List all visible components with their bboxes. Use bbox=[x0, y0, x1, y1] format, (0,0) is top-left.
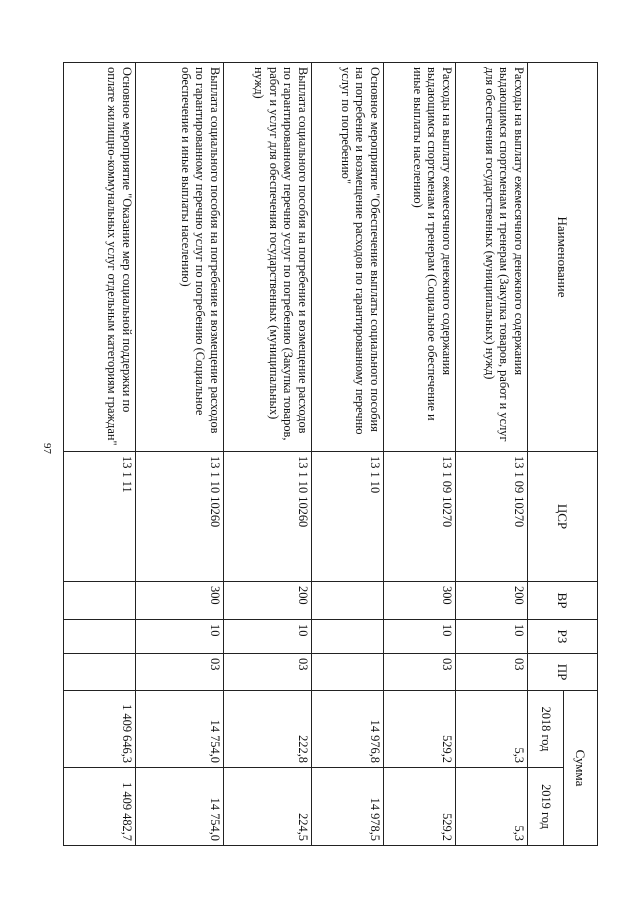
row-2018: 1 409 646,3 bbox=[64, 691, 136, 768]
budget-table bbox=[63, 62, 598, 846]
row-2019: 5,3 bbox=[456, 768, 528, 846]
row-2018: 5,3 bbox=[456, 691, 528, 768]
row-name: Выплата социального пособия на погребение и возмещение расходов по гарантированному перечню услуг по погребению (Социальное обеспечение и иные выплаты населению) bbox=[136, 63, 224, 452]
row-pr: 03 bbox=[384, 654, 456, 691]
row-2019: 1 409 482,7 bbox=[64, 768, 136, 846]
row-csr: 13 1 10 bbox=[312, 452, 384, 582]
row-name: Расходы на выплату ежемесячного денежного содержания выдающимся спортсменам и тренерам (Социальное обеспечение и иные выплаты населению) bbox=[384, 63, 456, 452]
header-vr: ВР bbox=[528, 582, 598, 620]
row-rz: 10 bbox=[136, 620, 224, 654]
row-pr: 03 bbox=[136, 654, 224, 691]
row-2019: 224,5 bbox=[224, 768, 312, 846]
table-row bbox=[64, 63, 136, 846]
page-number: 97 bbox=[41, 443, 53, 454]
row-rz: 10 bbox=[224, 620, 312, 654]
row-csr: 13 1 09 10270 bbox=[456, 452, 528, 582]
row-csr: 13 1 09 10270 bbox=[384, 452, 456, 582]
row-2019: 529,2 bbox=[384, 768, 456, 846]
row-2018: 529,2 bbox=[384, 691, 456, 768]
table-row bbox=[312, 63, 384, 846]
header-rz: РЗ bbox=[528, 620, 598, 654]
row-pr: 03 bbox=[224, 654, 312, 691]
header-2018: 2018 год bbox=[528, 691, 564, 768]
table-header bbox=[528, 63, 598, 846]
row-vr bbox=[64, 582, 136, 620]
header-sum: Сумма bbox=[564, 691, 598, 846]
row-pr: 03 bbox=[456, 654, 528, 691]
table-row bbox=[136, 63, 224, 846]
row-csr: 13 1 10 10260 bbox=[136, 452, 224, 582]
row-2018: 14 976,8 bbox=[312, 691, 384, 768]
header-csr: ЦСР bbox=[528, 452, 598, 582]
row-name: Расходы на выплату ежемесячного денежного содержания выдающимся спортсменам и тренерам (Закупка товаров, работ и услуг для обеспечения государственных (муниципальных) нужд) bbox=[456, 63, 528, 452]
row-2018: 222,8 bbox=[224, 691, 312, 768]
row-rz bbox=[64, 620, 136, 654]
header-pr: ПР bbox=[528, 654, 598, 691]
header-2019: 2019 год bbox=[528, 768, 564, 846]
row-vr bbox=[312, 582, 384, 620]
row-pr bbox=[312, 654, 384, 691]
row-rz: 10 bbox=[384, 620, 456, 654]
table-row bbox=[384, 63, 456, 846]
row-vr: 200 bbox=[224, 582, 312, 620]
budget-table-rotated bbox=[105, 62, 598, 845]
table-row bbox=[224, 63, 312, 846]
row-name: Основное мероприятие "Оказание мер социальной поддержки по оплате жилищно-коммунальных услуг отдельным категориям граждан" bbox=[64, 63, 136, 452]
row-vr: 300 bbox=[384, 582, 456, 620]
row-csr: 13 1 10 10260 bbox=[224, 452, 312, 582]
row-vr: 200 bbox=[456, 582, 528, 620]
table-row bbox=[456, 63, 528, 846]
row-2019: 14 754,0 bbox=[136, 768, 224, 846]
row-2019: 14 978,5 bbox=[312, 768, 384, 846]
row-rz: 10 bbox=[456, 620, 528, 654]
row-name: Выплата социального пособия на погребение и возмещение расходов по гарантированному перечню услуг по погребению (Закупка товаров, работ и услуг для обеспечения государственных (муниципальных) нужд) bbox=[224, 63, 312, 452]
row-rz bbox=[312, 620, 384, 654]
header-name: Наименование bbox=[528, 63, 598, 452]
row-csr: 13 1 11 bbox=[64, 452, 136, 582]
row-pr bbox=[64, 654, 136, 691]
row-2018: 14 754,0 bbox=[136, 691, 224, 768]
row-vr: 300 bbox=[136, 582, 224, 620]
row-name: Основное мероприятие "Обеспечение выплаты социального пособия на погребение и возмещение расходов по гарантированному перечню услуг по погребению" bbox=[312, 63, 384, 452]
